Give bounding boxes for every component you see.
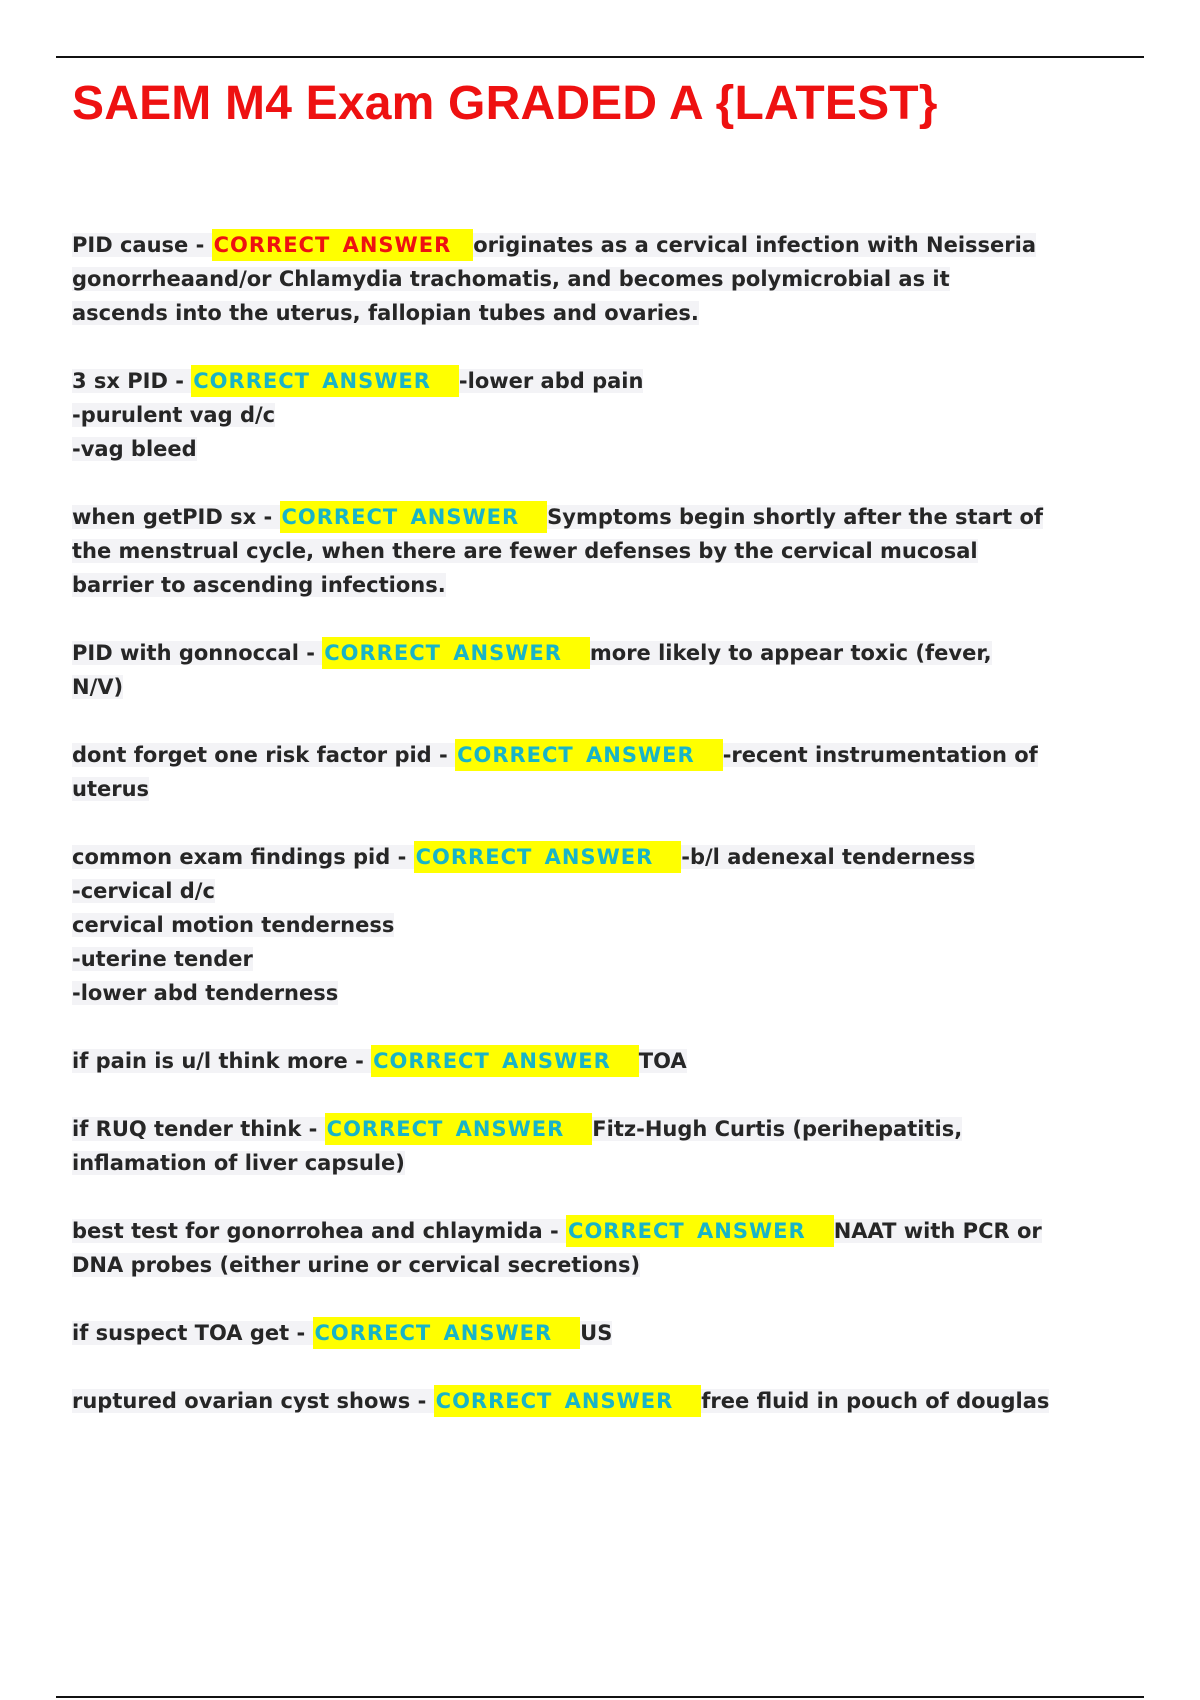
answer-continuation-line	[72, 772, 1162, 806]
answer-continuation-text: N/V)	[72, 675, 124, 699]
correct-answer-label: CORRECT ANSWER	[434, 1385, 702, 1417]
answer-continuation-line	[72, 1248, 1162, 1282]
qa-first-line	[72, 500, 1162, 534]
qa-list	[72, 228, 1162, 1452]
answer-text: -lower abd pain	[458, 369, 644, 393]
answer-text: -b/l adenexal tenderness	[681, 845, 976, 869]
correct-answer-label: CORRECT ANSWER	[212, 229, 474, 261]
qa-first-line	[72, 1214, 1162, 1248]
question-text: common exam findings pid -	[72, 845, 414, 869]
correct-answer-label: CORRECT ANSWER	[313, 1317, 581, 1349]
answer-continuation-line	[72, 534, 1162, 568]
answer-continuation-line	[72, 568, 1162, 602]
correct-answer-label: CORRECT ANSWER	[566, 1215, 834, 1247]
question-text: when getPID sx -	[72, 505, 280, 529]
answer-continuation-text: cervical motion tenderness	[72, 913, 395, 937]
answer-continuation-line	[72, 670, 1162, 704]
qa-first-line	[72, 636, 1162, 670]
qa-item	[72, 636, 1162, 704]
answer-continuation-text: -purulent vag d/c	[72, 403, 276, 427]
answer-continuation-text: the menstrual cycle, when there are fewer defenses by the cervical mucosal	[72, 539, 978, 563]
correct-answer-label: CORRECT ANSWER	[325, 1113, 593, 1145]
question-text: best test for gonorrohea and chlaymida -	[72, 1219, 567, 1243]
answer-text: TOA	[638, 1049, 687, 1073]
question-text: if pain is u/l think more -	[72, 1049, 372, 1073]
qa-first-line	[72, 1112, 1162, 1146]
answer-continuation-line	[72, 296, 1162, 330]
answer-text: free fluid in pouch of douglas	[701, 1389, 1050, 1413]
answer-continuation-line	[72, 432, 1162, 466]
qa-item	[72, 1214, 1162, 1282]
answer-text: -recent instrumentation of	[722, 743, 1038, 767]
correct-answer-label: CORRECT ANSWER	[414, 841, 682, 873]
answer-continuation-text: inflamation of liver capsule)	[72, 1151, 405, 1175]
footer-rule	[56, 1696, 1144, 1698]
qa-item	[72, 1316, 1162, 1350]
answer-continuation-line	[72, 942, 1162, 976]
answer-continuation-line	[72, 908, 1162, 942]
qa-first-line	[72, 228, 1162, 262]
answer-text: US	[580, 1321, 613, 1345]
qa-first-line	[72, 738, 1162, 772]
answer-continuation-text: ascends into the uterus, fallopian tubes and ovaries.	[72, 301, 699, 325]
qa-first-line	[72, 1316, 1162, 1350]
qa-item	[72, 1384, 1162, 1418]
qa-item	[72, 1044, 1162, 1078]
answer-continuation-text: uterus	[72, 777, 150, 801]
answer-continuation-text: barrier to ascending infections.	[72, 573, 446, 597]
answer-continuation-text: -cervical d/c	[72, 879, 215, 903]
answer-continuation-text: -vag bleed	[72, 437, 197, 461]
answer-text: Fitz-Hugh Curtis (perihepatitis,	[592, 1117, 963, 1141]
qa-first-line	[72, 840, 1162, 874]
answer-continuation-text: DNA probes (either urine or cervical secretions)	[72, 1253, 641, 1277]
answer-text: originates as a cervical infection with Neisseria	[473, 233, 1036, 257]
qa-item	[72, 500, 1162, 602]
answer-continuation-text: -uterine tender	[72, 947, 253, 971]
answer-continuation-text: -lower abd tenderness	[72, 981, 339, 1005]
answer-text: more likely to appear toxic (fever,	[589, 641, 992, 665]
question-text: dont forget one risk factor pid -	[72, 743, 456, 767]
question-text: PID cause -	[72, 233, 212, 257]
qa-item	[72, 228, 1162, 330]
qa-first-line	[72, 364, 1162, 398]
answer-continuation-line	[72, 1146, 1162, 1180]
correct-answer-label: CORRECT ANSWER	[322, 637, 590, 669]
header-rule	[56, 56, 1144, 58]
answer-continuation-line	[72, 262, 1162, 296]
answer-continuation-line	[72, 874, 1162, 908]
question-text: if RUQ tender think -	[72, 1117, 325, 1141]
answer-text: Symptoms begin shortly after the start of	[547, 505, 1044, 529]
correct-answer-label: CORRECT ANSWER	[280, 501, 548, 533]
qa-item	[72, 738, 1162, 806]
qa-item	[72, 1112, 1162, 1180]
correct-answer-label: CORRECT ANSWER	[371, 1045, 639, 1077]
qa-item	[72, 364, 1162, 466]
answer-continuation-line	[72, 398, 1162, 432]
qa-first-line	[72, 1044, 1162, 1078]
qa-first-line	[72, 1384, 1162, 1418]
answer-continuation-text: gonorrheaand/or Chlamydia trachomatis, and becomes polymicrobial as it	[72, 267, 950, 291]
document-title: SAEM M4 Exam GRADED A {LATEST}	[72, 77, 938, 130]
answer-continuation-line	[72, 976, 1162, 1010]
question-text: if suspect TOA get -	[72, 1321, 313, 1345]
question-text: ruptured ovarian cyst shows -	[72, 1389, 434, 1413]
correct-answer-label: CORRECT ANSWER	[191, 365, 459, 397]
correct-answer-label: CORRECT ANSWER	[455, 739, 723, 771]
question-text: 3 sx PID -	[72, 369, 192, 393]
question-text: PID with gonnoccal -	[72, 641, 323, 665]
answer-text: NAAT with PCR or	[833, 1219, 1042, 1243]
qa-item	[72, 840, 1162, 1010]
